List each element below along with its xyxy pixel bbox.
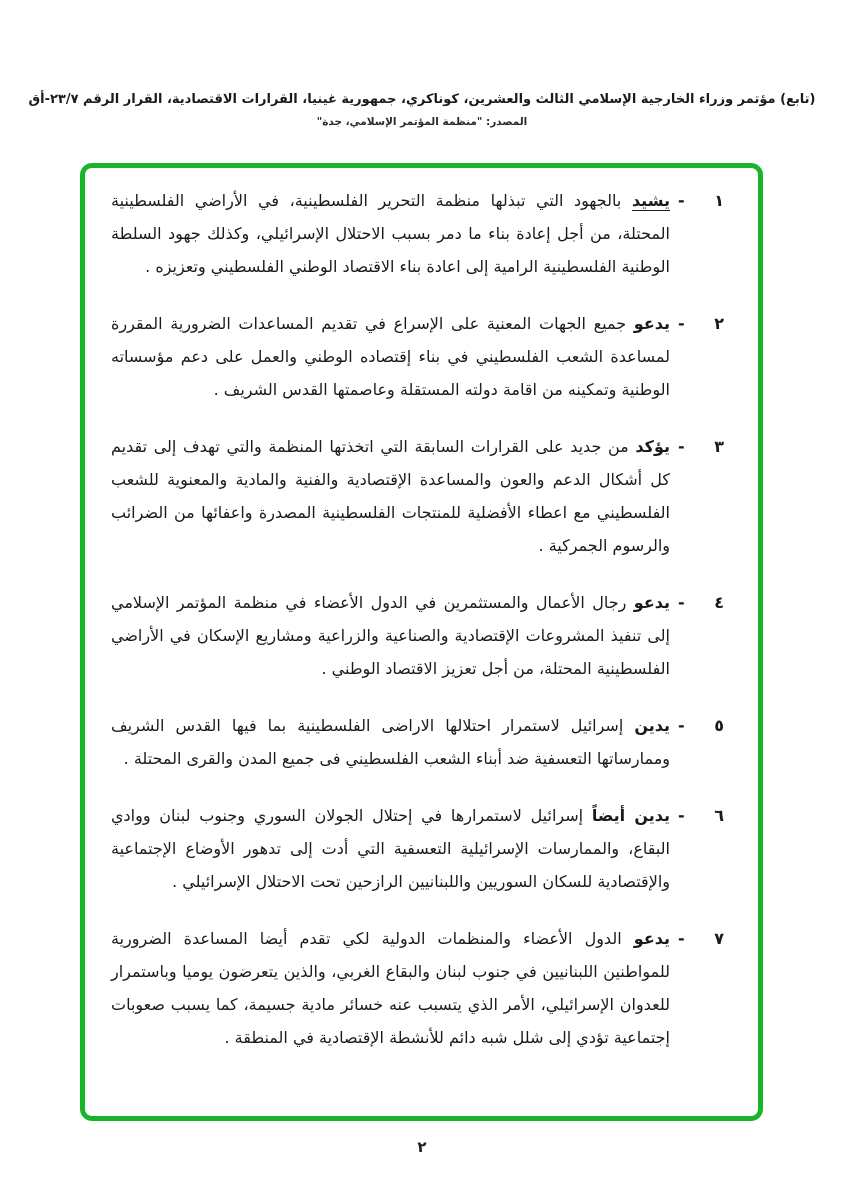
clause-dash: - (678, 806, 685, 825)
clause-numeral: ٦ (714, 806, 724, 825)
clause-body-text: رجال الأعمال والمستثمرين في الدول الأعضاء في منظمة المؤتمر الإسلامي إلى تنفيذ المشروعات الإقتصادية والصناعية والزراعية ومشاريع الإسكان في الأراضي الفلسطينية المحتلة، من أجل تعزيز الاقتصاد الوطني . (111, 593, 670, 678)
clause-number (678, 709, 724, 775)
clause-text (111, 307, 670, 406)
clause-text (111, 709, 670, 775)
clause-dash: - (678, 593, 685, 612)
header-source: المصدر: "منظمة المؤتمر الإسلامي، جدة" (316, 116, 528, 128)
clause-numeral: ٣ (714, 437, 724, 456)
clause-number (678, 586, 724, 685)
clause-number (678, 799, 724, 898)
resolution-clause-5 (111, 709, 724, 775)
resolution-clause-2 (111, 307, 724, 406)
clause-text (111, 586, 670, 685)
clause-dash: - (678, 437, 685, 456)
clause-text (111, 922, 670, 1054)
resolution-clause-7 (111, 922, 724, 1054)
clause-lead-word: يدين (634, 716, 671, 735)
clause-numeral: ٥ (714, 716, 724, 735)
clause-numeral: ٧ (714, 929, 724, 948)
clause-text (111, 184, 670, 283)
header-title: (تابع) مؤتمر وزراء الخارجية الإسلامي الثالث والعشرين، كوناكري، جمهورية غينيا، القرارات الاقتصادية، القرار الرقم ٢٣/٧-أق (28, 92, 816, 107)
clause-lead-word: يشيد (631, 191, 670, 210)
resolution-clause-6 (111, 799, 724, 898)
clause-lead-word: يدعو (633, 929, 670, 948)
clause-text (111, 430, 670, 562)
clause-body-text: بالجهود التي تبذلها منظمة التحرير الفلسطينية، في الأراضي الفلسطينية المحتلة، من أجل إعادة بناء ما دمر بسبب الاحتلال الإسرائيلي، وكذلك جهود السلطة الوطنية الفلسطينية الرامية إلى اعادة بناء الاقتصاد الوطني الفلسطيني وتعزيزه . (111, 191, 670, 276)
page-number: ٢ (417, 1138, 427, 1156)
clause-body-text: جميع الجهات المعنية على الإسراع في تقديم المساعدات الضرورية المقررة لمساعدة الشعب الفلسطيني في بناء إقتصاده الوطني والعمل على دعم مؤسساته الوطنية وتمكينه من اقامة دولته المستقلة وعاصمتها القدس الشريف . (111, 314, 670, 399)
resolution-clause-4 (111, 586, 724, 685)
clause-body-text: الدول الأعضاء والمنظمات الدولية لكي تقدم أيضا المساعدة الضرورية للمواطنين اللبنانيين في جنوب لبنان والبقاع الغربي، والذين يتعرضون يوميا وباستمرار للعدوان الإسرائيلي، الأمر الذي يتسبب عنه خسائر مادية جسيمة، كما يسبب صعوبات إجتماعية تؤدي إلى شلل شبه دائم للأنشطة الإقتصادية في المنطقة . (111, 929, 670, 1047)
clause-dash: - (678, 191, 685, 210)
clause-number (678, 184, 724, 283)
clause-text (111, 799, 670, 898)
resolution-clause-1 (111, 184, 724, 283)
clause-body-text: إسرائيل لاستمرارها في إحتلال الجولان السوري وجنوب لبنان ووادي البقاع، والممارسات الإسرائيلية التعسفية التي أدت إلى تدهور الأوضاع الإجتماعية والإقتصادية للسكان السوريين واللبنانيين الرازحين تحت الاحتلال الإسرائيلي . (111, 806, 670, 891)
clause-dash: - (678, 314, 685, 333)
clause-lead-word: يدعو (633, 314, 670, 333)
clause-number (678, 307, 724, 406)
clause-lead-word: يدين أيضاً (591, 806, 670, 825)
clause-dash: - (678, 716, 685, 735)
clause-body-text: من جديد على القرارات السابقة التي اتخذتها المنظمة والتي تهدف إلى تقديم كل أشكال الدعم والعون والمساعدة الإقتصادية والفنية والمادية والمعنوية للشعب الفلسطيني مع اعطاء الأفضلية للمنتجات الفلسطينية المصدرة واعفائها من الضرائب والرسوم الجمركية . (111, 437, 670, 555)
clause-dash: - (678, 929, 685, 948)
clause-lead-word: يؤكد (635, 437, 671, 456)
resolution-clause-3 (111, 430, 724, 562)
clause-numeral: ١ (714, 191, 724, 210)
clause-numeral: ٢ (714, 314, 724, 333)
document-header (0, 92, 844, 128)
clause-number (678, 430, 724, 562)
annotation-highlight-box (80, 163, 763, 1121)
clause-lead-word: يدعو (633, 593, 670, 612)
clause-number (678, 922, 724, 1054)
clause-body-text: إسرائيل لاستمرار احتلالها الاراضى الفلسطينية بما فيها القدس الشريف وممارساتها التعسفية ضد أبناء الشعب الفلسطيني فى جميع المدن والقرى المحتلة . (111, 716, 670, 768)
clause-numeral: ٤ (714, 593, 724, 612)
